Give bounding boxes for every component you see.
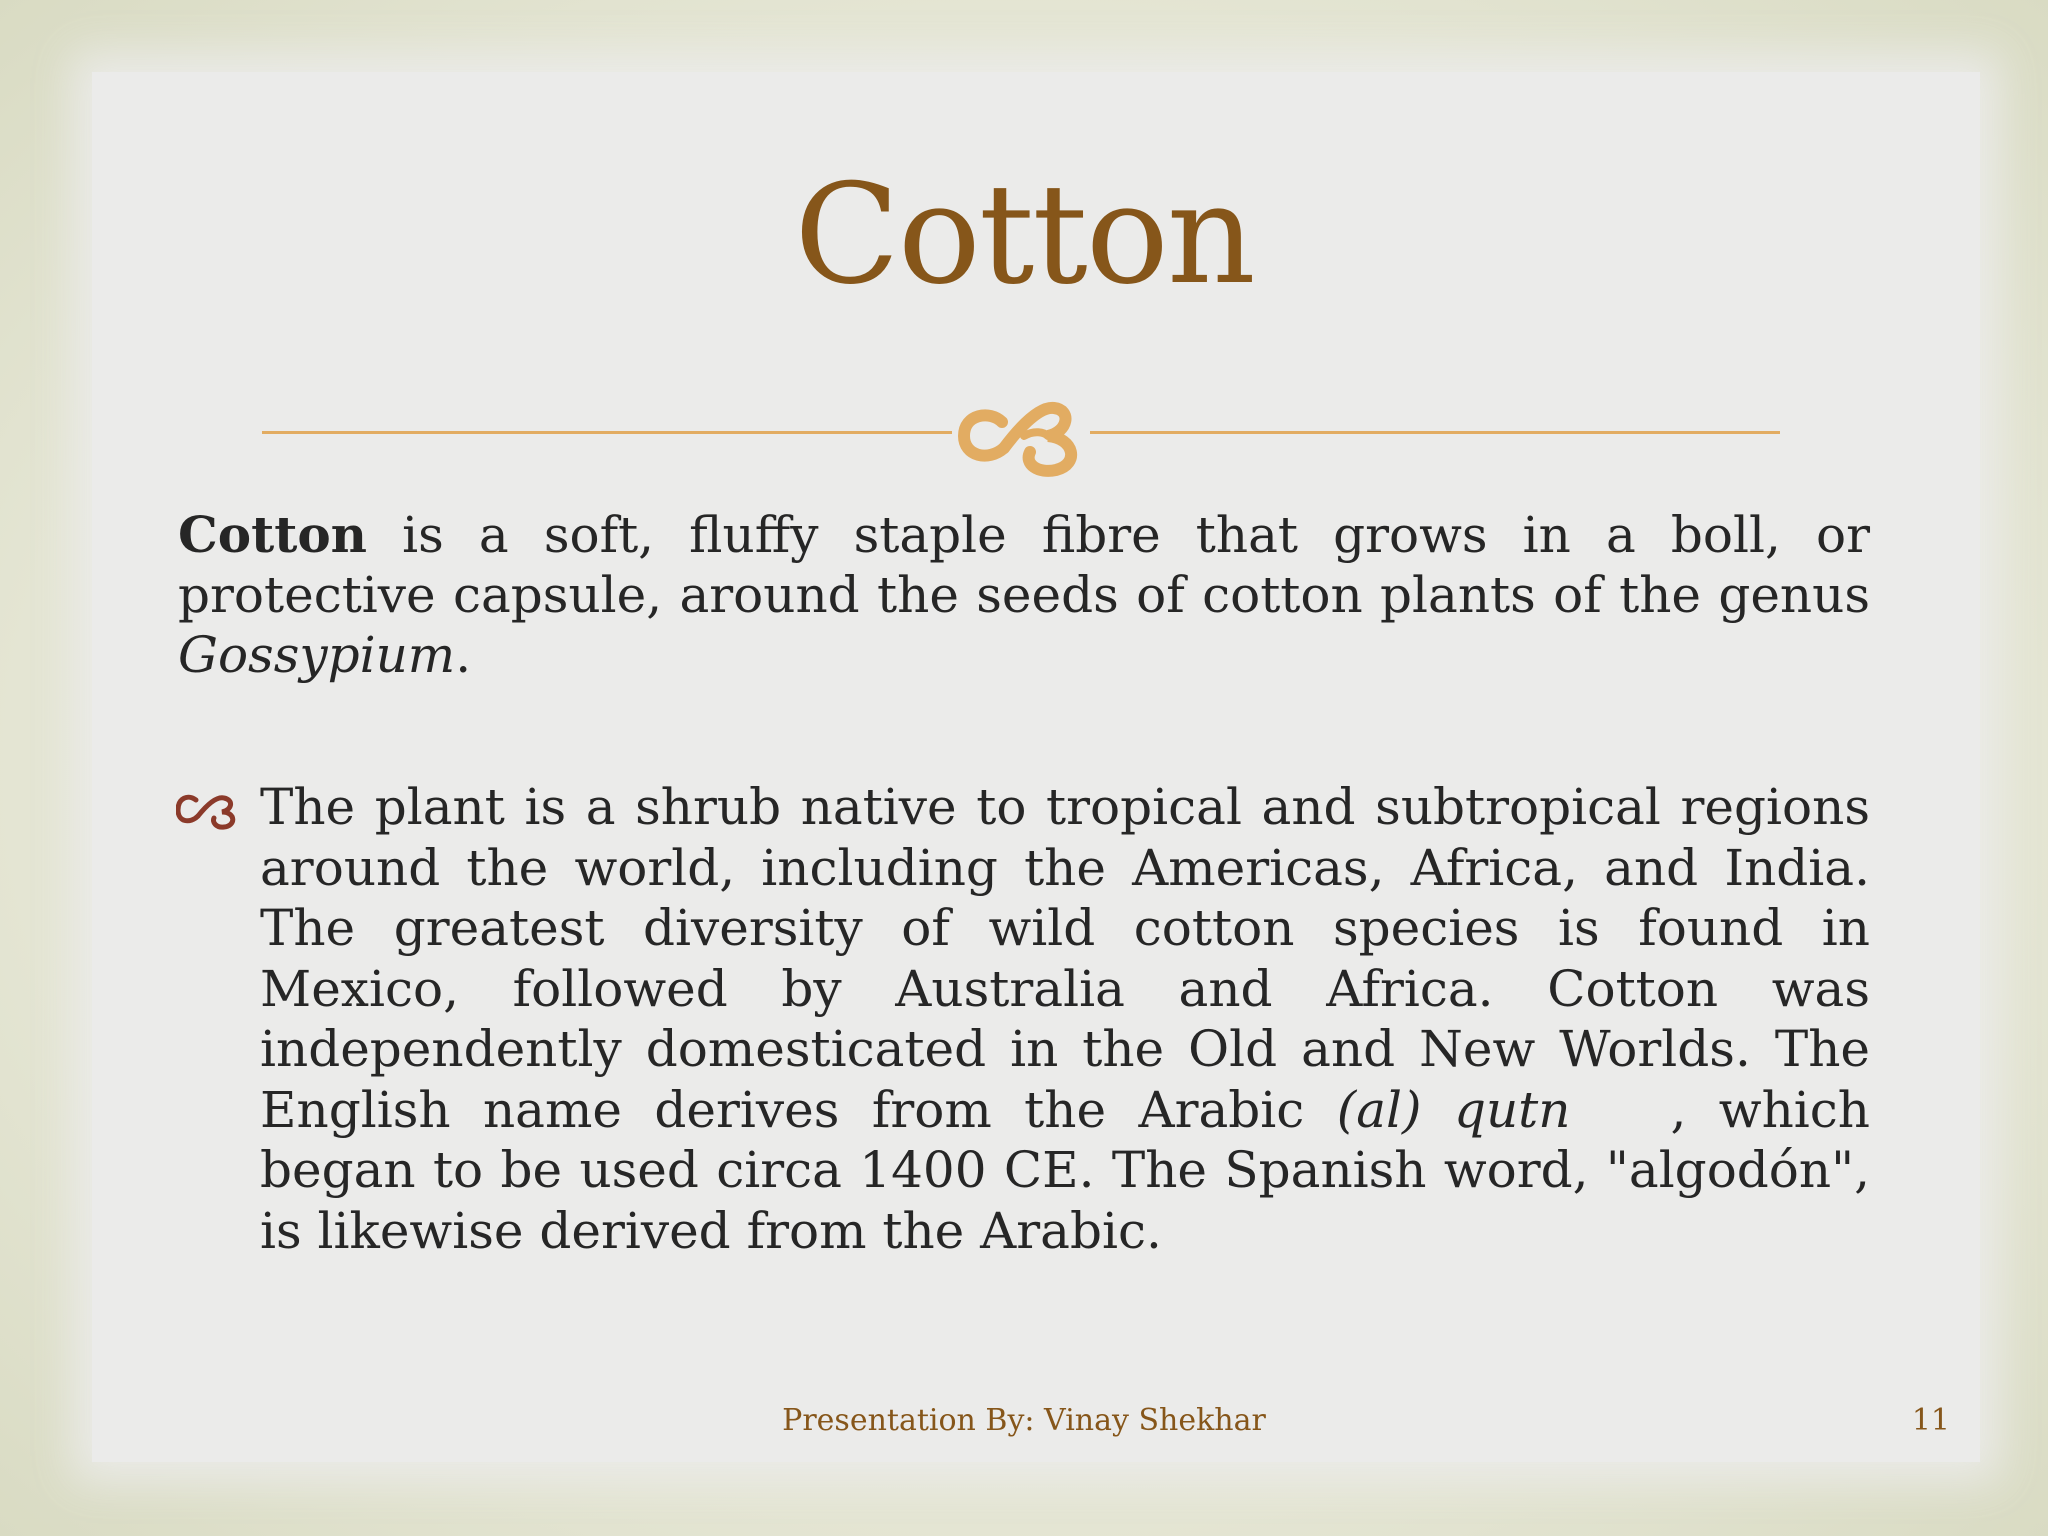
intro-term: Cotton: [178, 505, 368, 564]
page-number: 11: [1911, 1403, 1950, 1438]
bullet-text-end: , which began to be used circa 1400 CE. The Spanish word, "algodón", is likewise derived from the Arabic.: [260, 1080, 1870, 1260]
intro-period: .: [455, 626, 472, 684]
footer-presenter: Presentation By: Vinay Shekhar: [782, 1403, 1266, 1438]
bullet-paragraph: [260, 777, 1870, 1261]
genus-name: Gossypium: [178, 626, 456, 684]
intro-text: is a soft, fluffy staple fibre that grows in a boll, or protective capsule, around the seeds of cotton plants of the genus: [178, 506, 1870, 624]
flourish-bullet-icon: [176, 790, 238, 830]
arabic-term: (al) qutn: [1336, 1080, 1571, 1139]
title-divider-right: [1090, 431, 1780, 434]
slide-title: Cotton: [794, 154, 1254, 315]
intro-paragraph: [178, 505, 1870, 685]
flourish-ornament-icon: [950, 380, 1090, 480]
bullet-text-start: The plant is a shrub native to tropical and subtropical regions around the world, including the Americas, Africa, and India. The greatest diversity of wild cotton species is found in Mexico, followed by Australia and Africa. Cotton was independently domesticated in the Old and New Worlds. The English name derives from the Arabic: [260, 778, 1870, 1139]
title-divider-left: [262, 431, 952, 434]
